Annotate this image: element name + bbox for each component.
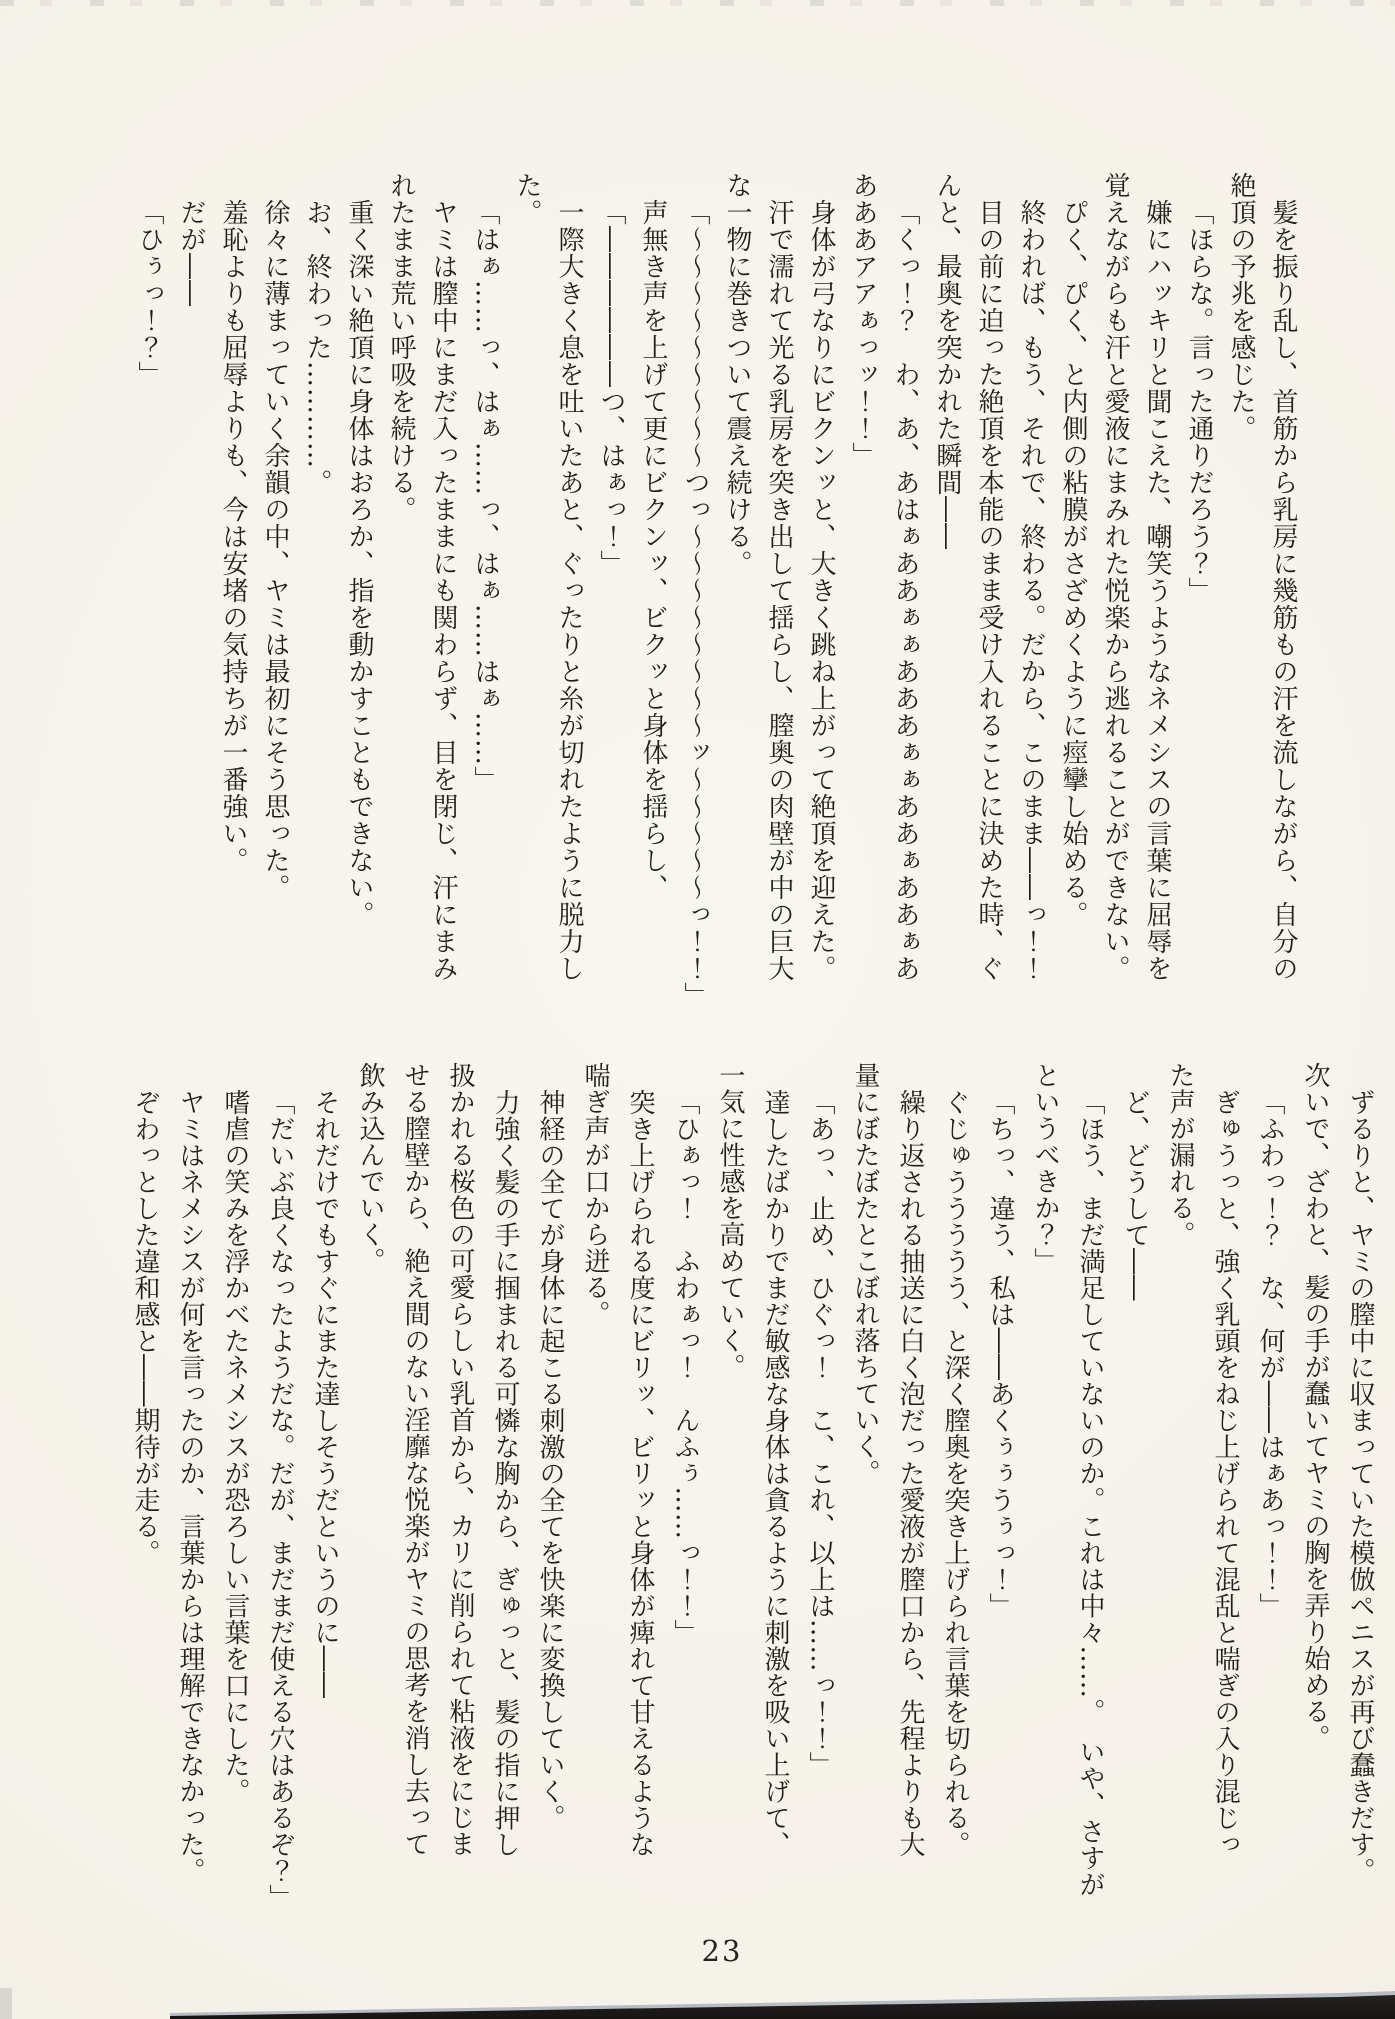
text-column: た声が漏れる。 <box>1165 1062 1195 1248</box>
text-column: れたまま荒い呼吸を続ける。 <box>386 172 416 523</box>
text-column: 一際大きく息を吐いたあと、ぐったりと糸が切れたように脱力し <box>554 199 584 982</box>
text-column: だが―― <box>176 199 206 307</box>
text-column: というべきか？」 <box>1030 1062 1060 1274</box>
text-block-top <box>128 172 1304 1017</box>
text-column: んと、最奥を突かれた瞬間―― <box>932 172 962 550</box>
text-column: ど、どうして―― <box>1120 1089 1150 1301</box>
text-column: 「ちっ、違う、私は――あくぅぅうぅっ！」 <box>985 1089 1015 1619</box>
text-column: 神経の全てが身体に起こる刺激の全てを快楽に変換していく。 <box>535 1089 565 1831</box>
text-column: 達したばかりでまだ敏感な身体は貪るように刺激を吸い上げて、 <box>760 1089 790 1858</box>
text-column: 「ひぅっ！？」 <box>134 199 164 388</box>
scan-corner-smear <box>0 1988 12 2019</box>
text-column: 次いで、ざわと、髪の手が蠢いてヤミの胸を弄り始める。 <box>1300 1062 1330 1751</box>
text-column: 声無き声を上げて更にビクンッ、ビクッと身体を揺らし、 <box>638 199 668 901</box>
page-number: 23 <box>701 1934 743 1968</box>
text-column: た。 <box>512 172 542 226</box>
text-column: な一物に巻きついて震え続ける。 <box>722 172 752 577</box>
text-column: 「はぁ……っ、はぁ……っ、はぁ……はぁ……」 <box>470 199 500 793</box>
text-column: せる膣壁から、絶え間のない淫靡な悦楽がヤミの思考を消し去って <box>400 1062 430 1857</box>
text-column: 覚えながらも汗と愛液にまみれた悦楽から逃れることができない。 <box>1100 172 1130 982</box>
text-column: ぐじゅううううう、と深く膣奥を突き上げられ言葉を切られる。 <box>940 1089 970 1858</box>
text-column: 「〜〜〜〜〜〜〜〜〜つっ〜〜〜〜〜〜〜〜ッ〜〜〜〜〜っ！！」 <box>680 199 710 1009</box>
text-column: それだけでもすぐにまた達しそうだというのに―― <box>310 1089 340 1699</box>
text-block-bottom <box>122 1062 1382 1917</box>
text-column: ぴく、ぴく、と内側の粘膜がさざめくように痙攣し始める。 <box>1058 199 1088 928</box>
text-column: 汗で濡れて光る乳房を突き出して揺らし、膣奥の肉壁が中の巨大 <box>764 199 794 982</box>
text-column: 「ふわっ！？ な、何が――はぁあっ！！」 <box>1255 1089 1285 1619</box>
text-column: 徐々に薄まっていく余韻の中、ヤミは最初にそう思った。 <box>260 199 290 901</box>
text-column: ぎゅうっと、強く乳頭をねじ上げられて混乱と喘ぎの入り混じっ <box>1210 1089 1240 1858</box>
text-column: 髪を振り乱し、首筋から乳房に幾筋もの汗を流しながら、自分の <box>1268 199 1298 982</box>
text-column: 繰り返される抽送に白く泡だった愛液が膣口から、先程よりも大 <box>895 1089 925 1858</box>
text-column: あああアアぁっッ！！」 <box>848 172 878 469</box>
text-column: 量にぼたぼたとこぼれ落ちていく。 <box>850 1062 880 1486</box>
text-column: 一気に性感を高めていく。 <box>715 1062 745 1380</box>
text-column: 嫌にハッキリと聞こえた、嘲笑うようなネメシスの言葉に屈辱を <box>1142 199 1172 982</box>
text-column: 「だいぶ良くなったようだな。だが、まだまだ使える穴はあるぞ？」 <box>265 1089 295 1911</box>
text-column: 力強く髪の手に掴まれる可憐な胸から、ぎゅっと、髪の指に押し <box>490 1089 520 1858</box>
scan-edge-noise <box>0 0 1395 6</box>
text-column: 「ひぁっ！ ふわぁっ！ んふぅ……っ！！」 <box>670 1089 700 1646</box>
text-column: ヤミは膣中にまだ入ったままにも関わらず、目を閉じ、汗にまみ <box>428 199 458 982</box>
text-column: ヤミはネメシスが何を言ったのか、言葉からは理解できなかった。 <box>175 1089 205 1884</box>
text-column: 目の前に迫った絶頂を本能のまま受け入れることに決めた時、ぐ <box>974 199 1004 982</box>
text-column: 「ほらな。言った通りだろう？」 <box>1184 199 1214 604</box>
text-column: 「――――――つ、はぁっ！」 <box>596 199 626 577</box>
text-column: 終われば、もう、それで、終わる。だから、このまま――っ！！ <box>1016 199 1046 982</box>
text-column: 扱かれる桜色の可愛らしい乳首から、カリに削られて粘液をにじま <box>445 1062 475 1857</box>
text-column: 重く深い絶頂に身体はおろか、指を動かすこともできない。 <box>344 199 374 928</box>
text-column: ずるりと、ヤミの膣中に収まっていた模倣ペニスが再び蠢きだす。 <box>1345 1089 1375 1884</box>
text-column: 喘ぎ声が口から迸る。 <box>580 1062 610 1327</box>
text-column: 「あっ、止め、ひぐっ！ こ、これ、以上は……っ！！」 <box>805 1089 835 1778</box>
text-column: ぞわっとした違和感と――期待が走る。 <box>130 1089 160 1566</box>
text-column: 絶頂の予兆を感じた。 <box>1226 172 1256 442</box>
text-column: 身体が弓なりにビクンッと、大きく跳ね上がって絶頂を迎えた。 <box>806 199 836 982</box>
text-column: 羞恥よりも屈辱よりも、今は安堵の気持ちが一番強い。 <box>218 199 248 874</box>
text-column: 「くっ！？ わ、あ、あはぁああぁぁあああぁぁああぁああぁあ <box>890 199 920 982</box>
text-column: 突き上げられる度にビリッ、ビリッと身体が痺れて甘えるような <box>625 1089 655 1858</box>
text-column: 「ほう、まだ満足していないのか。これは中々……。 いや、さすが <box>1075 1089 1105 1898</box>
text-column: 飲み込んでいく。 <box>355 1062 385 1274</box>
text-column: お、終わった…………。 <box>302 199 332 496</box>
text-column: 嗜虐の笑みを浮かべたネメシスが恐ろしい言葉を口にした。 <box>220 1089 250 1805</box>
